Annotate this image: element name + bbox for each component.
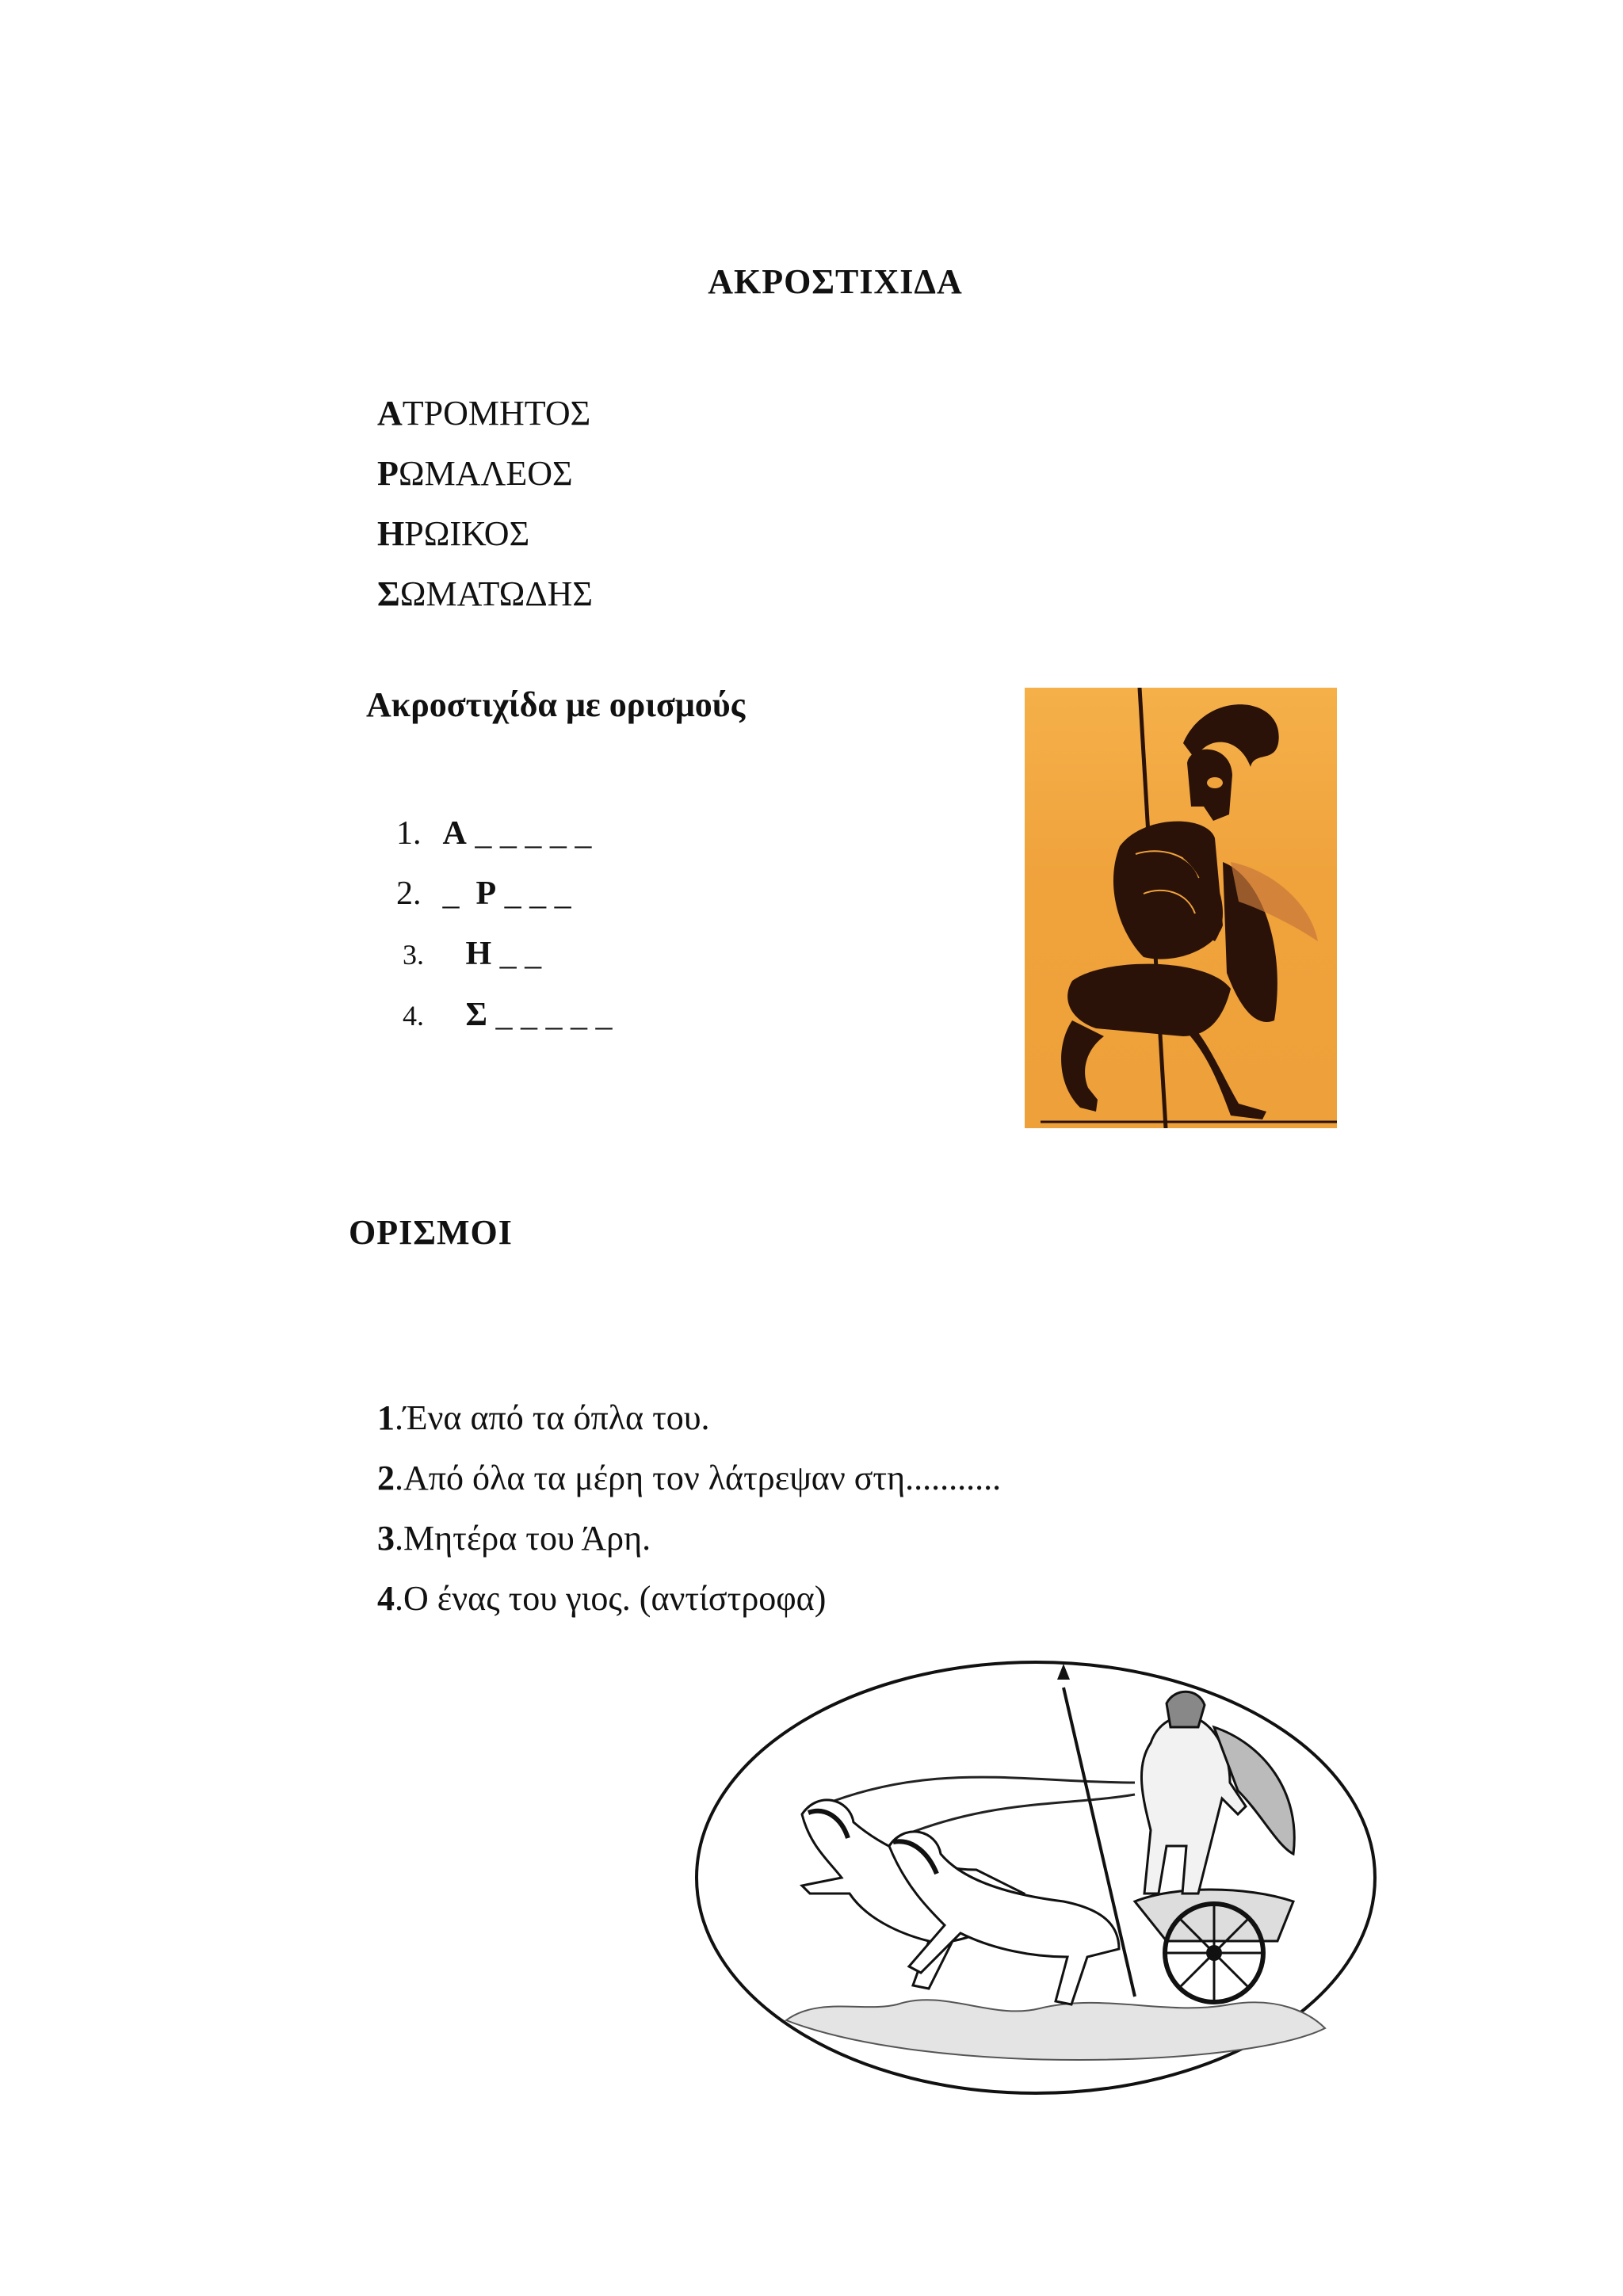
definition-number: 3 xyxy=(377,1519,395,1558)
puzzle-blanks-before: _ xyxy=(434,875,476,912)
thigh xyxy=(1067,964,1231,1036)
acrostic-rest: ΤΡΟΜΗΤΟΣ xyxy=(402,394,591,433)
warrior-vase-image xyxy=(1025,688,1337,1128)
helmet-eye-opening xyxy=(1207,777,1223,788)
definition-text: .Ένα από τα όπλα του. xyxy=(395,1398,710,1437)
acrostic-initial: Α xyxy=(377,394,403,433)
puzzle-number: 1. xyxy=(396,815,422,852)
rear-leg xyxy=(1183,1028,1266,1119)
acrostic-line xyxy=(377,504,593,564)
lower-leg xyxy=(1061,1020,1104,1112)
acrostic-initial: Η xyxy=(377,514,405,553)
puzzle-blanks-after: _ _ _ _ _ xyxy=(466,815,592,852)
definition-text: .Ο ένας του γιος. (αντίστροφα) xyxy=(395,1579,827,1618)
puzzle-blanks-before xyxy=(434,815,443,852)
definition-text: .Από όλα τα μέρη τον λάτρεψαν στη........... xyxy=(395,1459,1002,1497)
acrostic-rest: ΩΜΑΤΩΔΗΣ xyxy=(399,574,594,613)
acrostic-initial: Ρ xyxy=(377,454,399,493)
puzzle-blanks-after: _ _ _ xyxy=(496,875,571,912)
acrostic-rest: ΩΜΑΛΕΟΣ xyxy=(398,454,573,493)
section-subtitle: Ακροστιχίδα με ορισμούς xyxy=(366,685,746,724)
puzzle-letter: Η xyxy=(465,936,492,972)
puzzle-row xyxy=(396,803,612,864)
clouds xyxy=(786,2000,1325,2060)
definition-item xyxy=(377,1448,1001,1508)
puzzle-row xyxy=(396,864,612,924)
definition-item xyxy=(377,1508,1001,1569)
warrior-helmet xyxy=(1167,1691,1205,1727)
puzzle-letter: Α xyxy=(442,815,467,852)
puzzle-blanks-after: _ _ _ _ _ xyxy=(487,997,613,1033)
acrostic-line xyxy=(377,444,593,504)
chariot-engraving-image xyxy=(691,1656,1381,2100)
acrostic-word-list xyxy=(377,383,593,624)
acrostic-line xyxy=(377,564,593,624)
acrostic-line xyxy=(377,383,593,444)
definition-text: .Μητέρα του Άρη. xyxy=(395,1519,651,1558)
puzzle-number: 4. xyxy=(403,1000,424,1032)
puzzle-blanks-before xyxy=(441,997,466,1033)
kneeling-warrior-illustration xyxy=(1025,688,1337,1128)
definition-item xyxy=(377,1569,1001,1629)
definition-item xyxy=(377,1388,1001,1448)
acrostic-initial: Σ xyxy=(377,574,400,613)
puzzle-row xyxy=(396,924,612,985)
definition-number: 1 xyxy=(377,1398,395,1437)
definition-number: 2 xyxy=(377,1459,395,1497)
puzzle-blanks-after: _ _ xyxy=(491,936,542,972)
acrostic-rest: ΡΩΙΚΟΣ xyxy=(404,514,530,553)
chariot-wheel xyxy=(1165,1904,1263,2002)
puzzle-letter: Ρ xyxy=(475,875,497,912)
definitions-heading: ΟΡΙΣΜΟΙ xyxy=(349,1213,513,1252)
chariot-illustration xyxy=(691,1656,1381,2100)
definitions-list xyxy=(377,1388,1001,1629)
page-title: ΑΚΡΟΣΤΙΧΙΔΑ xyxy=(708,262,963,301)
puzzle-number: 3. xyxy=(403,939,424,971)
definition-number: 4 xyxy=(377,1579,395,1618)
blank-puzzle xyxy=(396,803,612,1046)
puzzle-letter: Σ xyxy=(465,997,487,1033)
puzzle-blanks-before xyxy=(441,936,466,972)
puzzle-number: 2. xyxy=(396,875,422,912)
puzzle-row xyxy=(396,985,612,1046)
